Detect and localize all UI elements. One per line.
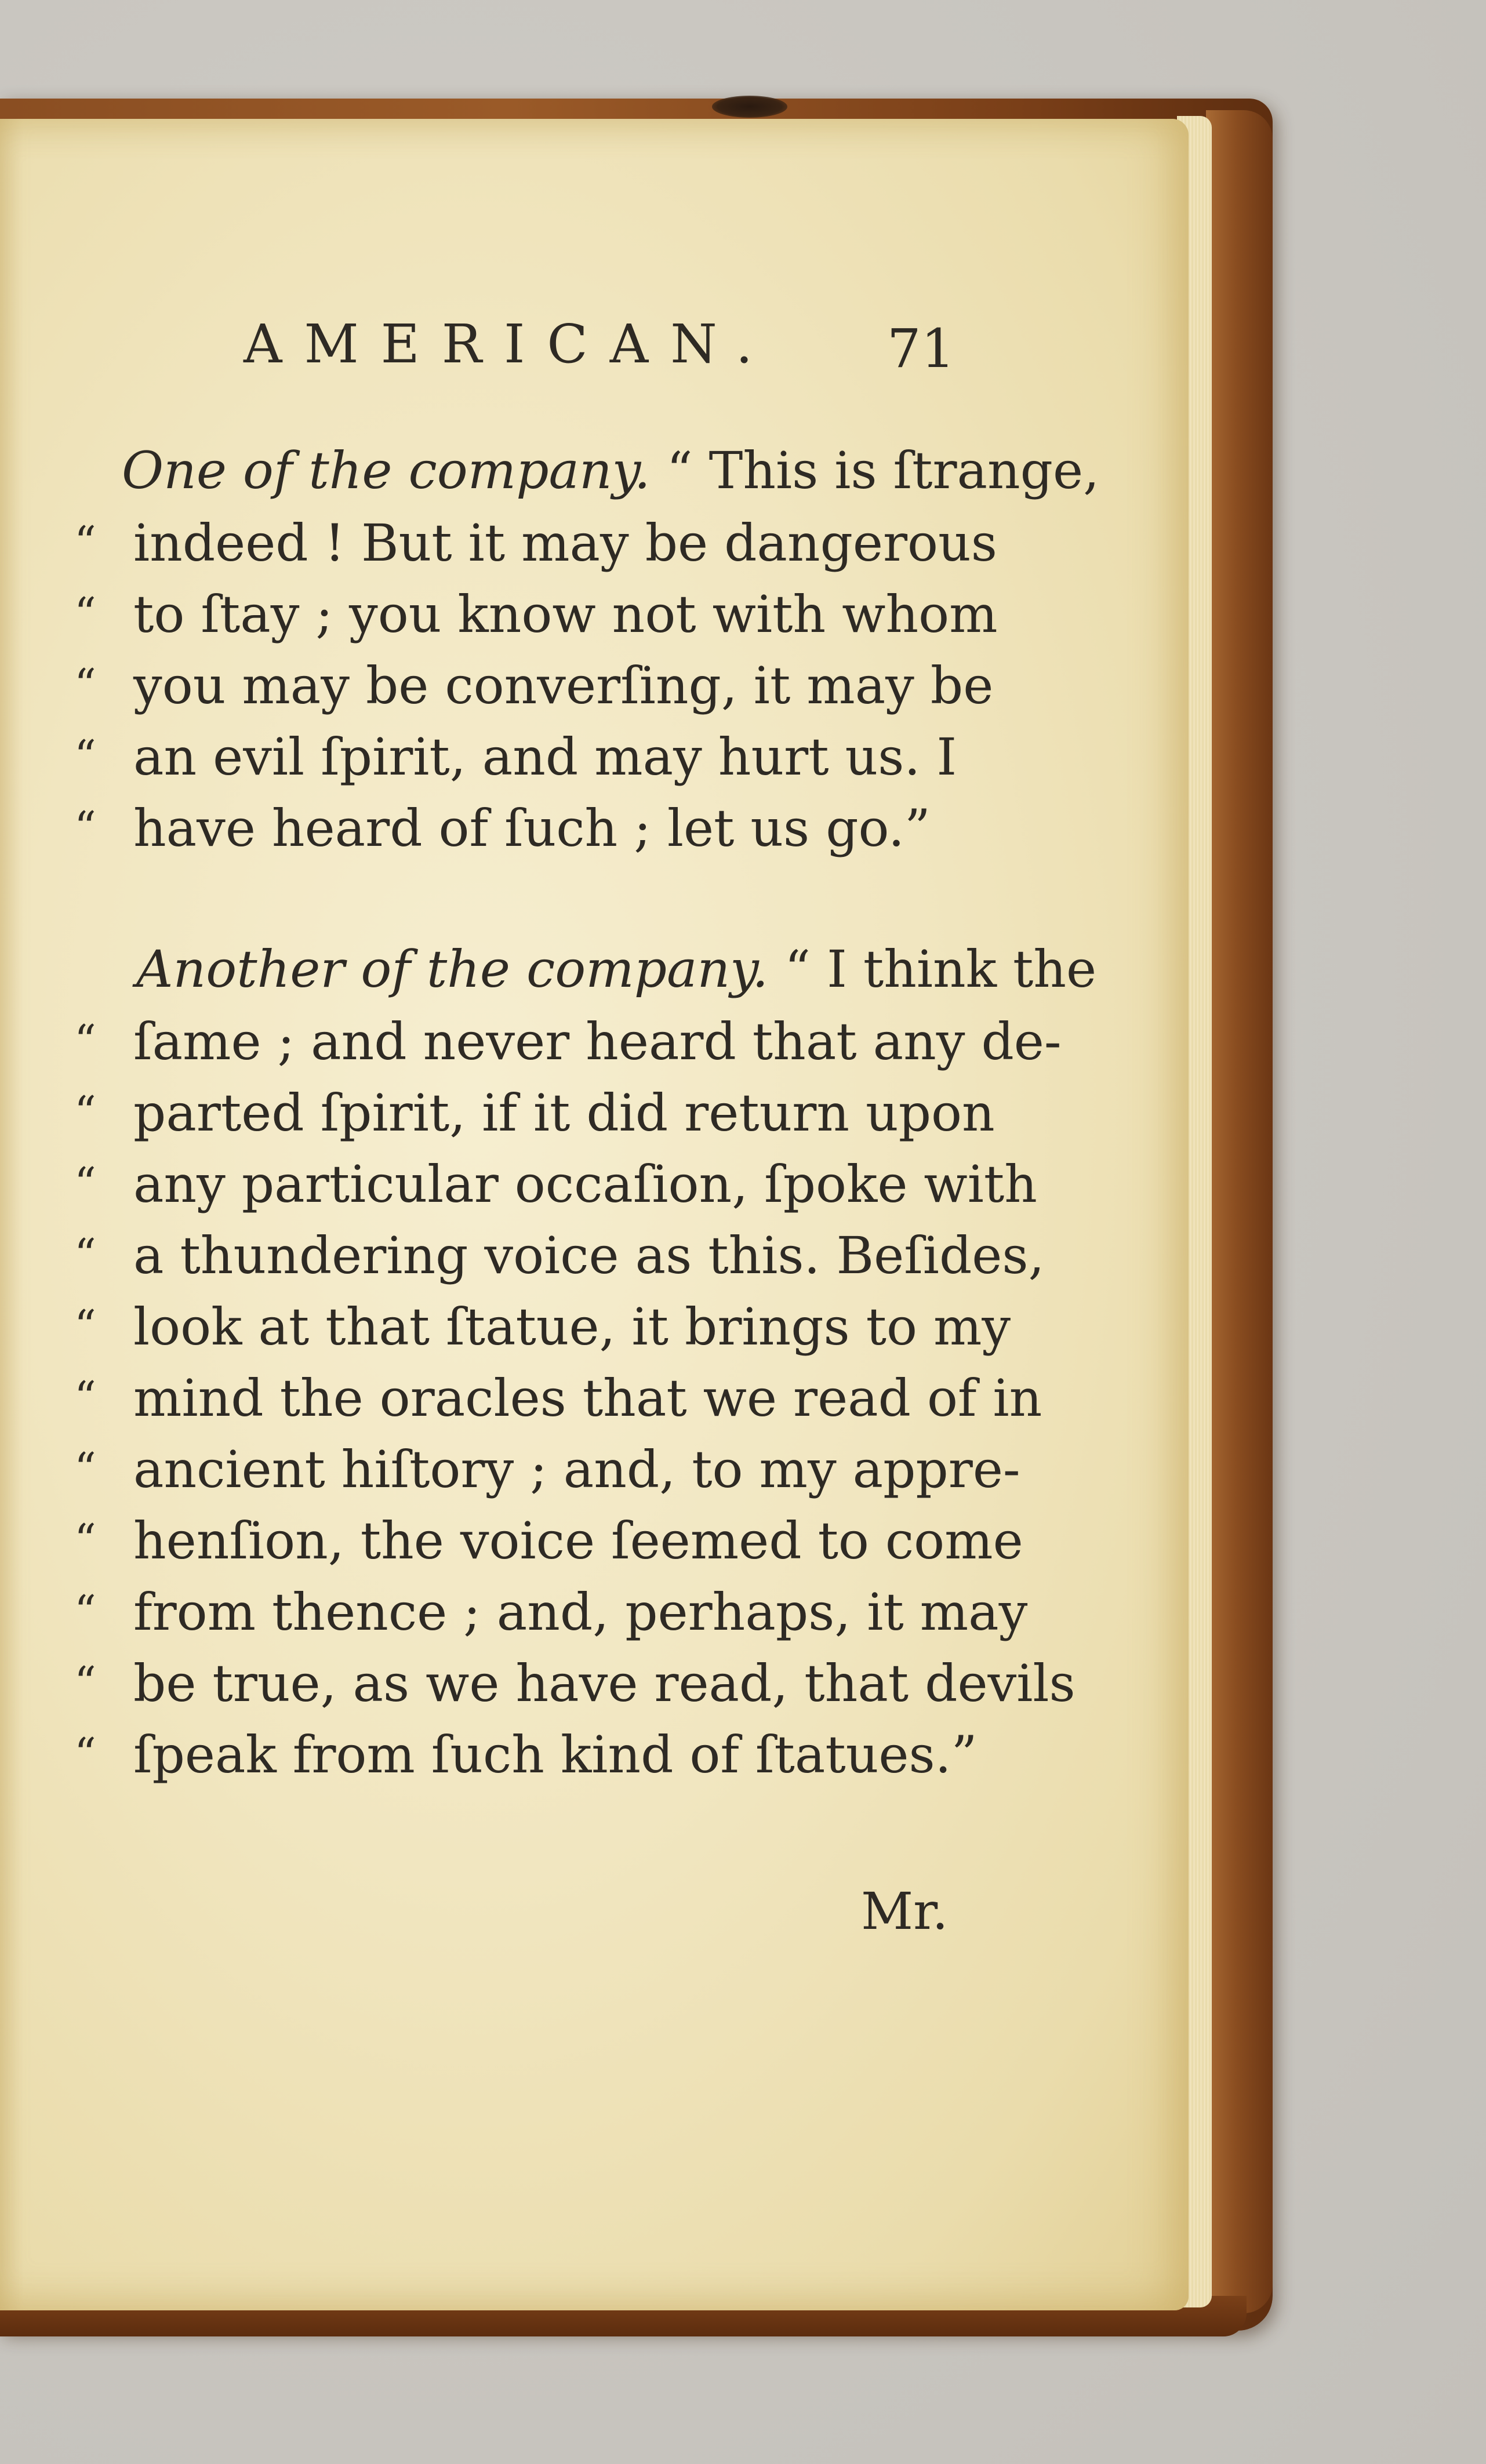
text-line: henſion, the voice ſeemed to come [133,1511,1023,1571]
text-line: be true, as we have read, that devils [133,1653,1076,1713]
text-line: parted ſpirit, if it did return upon [133,1083,995,1143]
paragraph1-first-line [122,441,1099,500]
quote-mark: “ [74,802,96,852]
text-line: an evil ſpirit, and may hurt us. I [133,727,957,787]
text-line: “ This is ſtrange, [666,441,1100,500]
quote-mark: “ [74,731,96,781]
running-title: AMERICAN. [244,313,775,375]
text-line: mind the oracles that we read of in [133,1368,1042,1428]
quote-mark: “ [74,588,96,638]
text-line: ſame ; and never heard that any de- [133,1012,1062,1071]
speaker-label: One of the company. [122,441,651,500]
speaker-label: Another of the company. [136,939,769,999]
quote-mark: “ [74,1301,96,1351]
page-clip [712,96,787,118]
quote-mark: “ [74,1016,96,1066]
text-line: from thence ; and, perhaps, it may [133,1582,1028,1642]
quote-mark: “ [74,1372,96,1422]
text-line: ſpeak from ſuch kind of ſtatues.” [133,1725,978,1785]
text-line: you may be converſing, it may be [133,656,994,715]
quote-mark: “ [74,1586,96,1636]
text-line: any particular occaſion, ſpoke with [133,1154,1037,1214]
quote-mark: “ [74,1230,96,1280]
quote-mark: “ [74,1729,96,1779]
quote-mark: “ [74,1444,96,1493]
quote-mark: “ [74,1087,96,1137]
text-line: ancient hiſtory ; and, to my appre- [133,1440,1020,1499]
quote-mark: “ [74,517,96,567]
catchword: Mr. [861,1881,949,1941]
text-line: a thundering voice as this. Beſides, [133,1226,1045,1285]
text-line: have heard of ſuch ; let us go.” [133,798,931,858]
quote-mark: “ [74,1515,96,1565]
paragraph2-first-line [136,939,1096,999]
quote-mark: “ [74,1658,96,1707]
quote-mark: “ [74,1158,96,1208]
page-number: 71 [887,318,955,380]
text-line: indeed ! But it may be dangerous [133,513,997,573]
quote-mark: “ [74,660,96,710]
text-line: “ I think the [784,939,1097,999]
page-gutter-shadow [0,119,23,2310]
text-line: look at that ſtatue, it brings to my [133,1297,1011,1357]
cover-edge-right [1206,110,1273,2313]
text-line: to ſtay ; you know not with whom [133,584,998,644]
